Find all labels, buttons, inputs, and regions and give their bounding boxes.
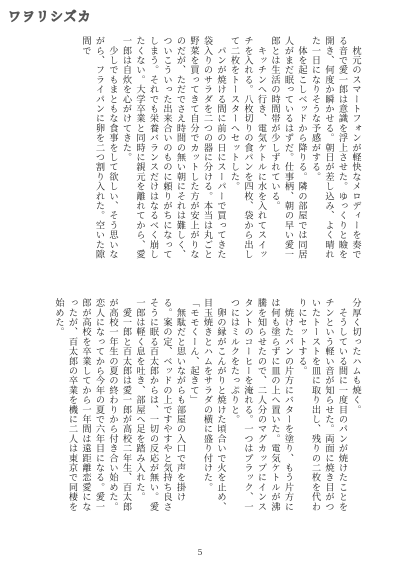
paragraph: 体を起こしベッドから降りる。隣の部屋では同居人がまだ眠っているはずだ。仕事柄、朝の早い愛一郎とは生活の時間帯が少しずれている。: [269, 36, 307, 260]
lower-text-block: [47, 298, 362, 516]
paragraph: そうしている間に一度目のパンが焼けたことをチンという軽い音が知らせた。両面に焼き目がついたトーストを皿に取り出し、残りの二枚を代わりにセットする。: [296, 298, 348, 512]
book-header-logo: ワヲリシズカ: [8, 10, 92, 25]
paragraph: 少しでもまともな食事をして欲しい、そう思いながら、フライパンに卵を二つ割り入れた。空いた隙間で: [80, 36, 118, 260]
paragraph: 愛一郎と百太郎は愛一郎が高校二年生、百太郎が高校一年生の夏の終わりから付き合い始めた。恋人になってから今年の夏で六年目になる。愛一郎が高校を卒業してから一年間は遠距離恋愛になったが、百太郎の卒業を機に二人は東京で同棲を始めた。: [53, 298, 132, 512]
paragraph: 枕元のスマートフォンが軽快なメロディーを奏でる音で愛一郎は意識を浮上させた。ゆっくりと瞼を開き、何度か瞬かせる。朝日が差し込み、よく晴れた一日になりそうな予感がする。: [309, 36, 361, 260]
dialogue-line: 「モモくーん、起きて」: [188, 298, 199, 405]
page-number: 5: [197, 548, 203, 557]
paragraph: キッチンへ行き、電気ケトルに水を入れてスイッチを入れる。八枚切りの食パンを四枚、袋から出して二枚をトースターへセットした。: [228, 36, 267, 260]
paragraph: パンが焼ける間に前の日にスーパーで買ってきた袋入りのサラダを二つの器に分ける。本当は丸ごと野菜を買ってきて自分でカットした方が安上がりなのだが、ただでさえ時間の無い朝にそれは難しく、ついこういった出来合いのものに頼りがちになってしまう。それでも栄養バランスだけはなるべく崩したくない。大学卒業と同時に親元を離れてから、愛一郎は自炊を心がけてきた。: [120, 36, 226, 260]
paragraph: 無駄だと思いながらも部屋の入口で声を掛ける。案の定、ベッドの上ですやすやと気持ち良さそうに眠る百太郎からは、一切の反応が無い。愛一郎は軽く息を吐き、部屋へ足を踏み入れた。: [134, 298, 186, 512]
paragraph: 分厚く切ったハムも焼く。: [350, 298, 361, 415]
paragraph: 卵の縁がこんがりと焼けた頃合いで火を止め、目玉焼きとハムをサラダの横に盛り付けた。: [201, 298, 226, 512]
upper-text-block: [47, 36, 362, 264]
paragraph: 焼けたパンの片方にバターを塗り、もう片方には何も塗らずに皿の上へ置いた。電気ケトルが沸騰を知らせたので、二人分のマグカップにインスタントのコーヒーを淹れる。一つはブラック、一つにはミルクをたっぷりと。: [228, 298, 294, 512]
